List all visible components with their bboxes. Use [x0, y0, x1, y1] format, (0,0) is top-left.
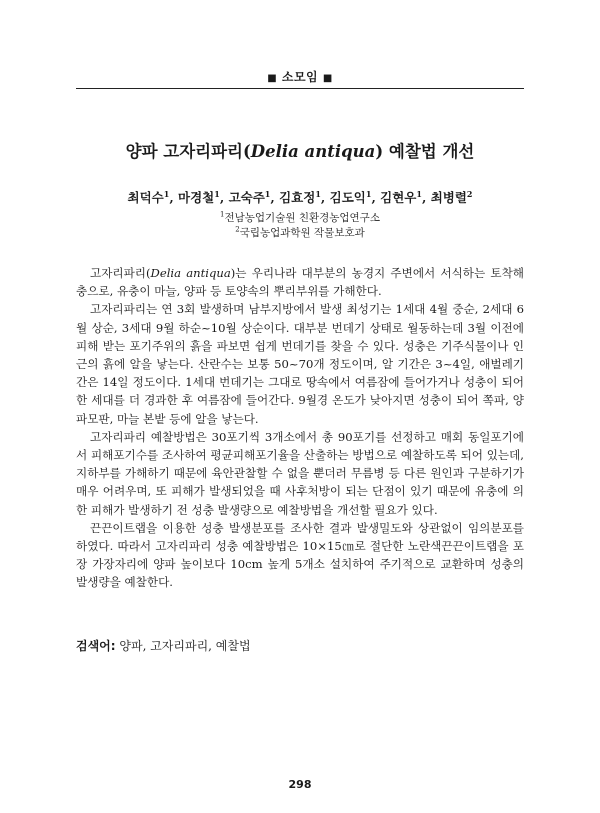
author: 김현우$^1$	[380, 188, 422, 205]
affiliation-1	[0, 210, 600, 225]
author: 마경철$^1$	[178, 188, 220, 205]
keywords	[76, 637, 524, 654]
abstract-paragraph-4: 끈끈이트랩을 이용한 성충 발생분포를 조사한 결과 발생밀도와 상관없이 임의분포를 하였다. 따라서 고자리파리 성충 예찰방법은 10×15㎝로 절단한 노란색끈끈이트랩을 포장 가장자리에 양파 높이보다 10cm 높게 5개소 설치하여 주기적으로 교환하며 성충의 발생량을 예찰한다.	[76, 520, 524, 590]
author: 김효정$^1$	[279, 188, 321, 205]
affiliation-text: 국립농업과학원 작물보호과	[239, 227, 365, 239]
header-divider	[76, 88, 524, 89]
title-post: ) 예찰법 개선	[375, 142, 475, 161]
author: 최덕수$^1$	[127, 188, 170, 205]
page-number: 298	[288, 778, 312, 791]
title-species: Delia antiqua	[250, 142, 376, 161]
affiliation-2	[0, 225, 600, 240]
affiliation-sup: 1	[220, 210, 225, 219]
affiliation-sup: 2	[235, 225, 240, 234]
affiliation-text: 전남농업기술원 친환경농업연구소	[224, 212, 380, 224]
author: 고숙주$^1$	[228, 188, 271, 205]
title-pre: 양파 고자리파리(	[125, 142, 251, 161]
section-label: 소모임	[281, 70, 319, 84]
square-marker-right-icon: ■	[322, 73, 333, 84]
square-marker-left-icon: ■	[267, 73, 278, 84]
author: 김도익$^1$	[329, 188, 372, 205]
keywords-text: 양파, 고자리파리, 예찰법	[115, 639, 251, 653]
abstract-paragraph-1: 고자리파리(Delia antiqua)는 우리나라 대부분의 농경지 주변에서 서식하는 토착해충으로, 유충이 마늘, 양파 등 토양속의 뿌리부위를 가해한다.	[76, 266, 524, 299]
abstract-paragraph-3: 고자리파리 예찰방법은 30포기씩 3개소에서 총 90포기를 선정하고 매회 동일포기에서 피해포기수를 조사하여 평균피해포기율을 산출하는 방법으로 예찰하도록 되어 있는데, 지하부를 가해하기 때문에 육안관찰할 수 없을 뿐더러 무름병 등 다른 원인과 구분하기가 매우 어려우며, 또 피해가 발생되었을 때 사후처방이 되는 단점이 있기 때문에 유충에 의한 피해가 발생하기 전 성충 발생량으로 예찰방법을 개선할 필요가 있다.	[76, 429, 524, 517]
keywords-label: 검색어:	[76, 639, 116, 653]
author-list: 최덕수$^1$, 마경철$^1$, 고숙주$^1$, 김효정$^1$, 김도익$^1$, 김현우$^1$, 최병렬$^2$	[127, 188, 473, 205]
paper-title	[0, 138, 600, 162]
abstract-paragraph-2: 고자리파리는 연 3회 발생하며 남부지방에서 발생 최성기는 1세대 4월 중순, 2세대 6월 상순, 3세대 9월 하순~10월 상순이다. 대부분 번데기 상태로 월동하는데 3월 이전에 피해 받는 포기주위의 흙을 파보면 쉽게 번데기를 찾을 수 있다. 성충은 기주식물이나 인근의 흙에 알을 낳는다. 산란수는 보통 50~70개 정도이며, 알 기간은 3~4일, 애벌레기간은 14일 정도이다. 1세대 번데기는 그대로 땅속에서 여름잠에 들어가거나 성충이 되어 한 세대를 더 경과한 후 여름잠에 들어간다. 9월경 온도가 낮아지면 성충이 되어 쪽파, 양파모판, 마늘 본밭 등에 알을 낳는다.	[76, 302, 524, 426]
abstract-body	[76, 264, 524, 592]
author: 최병렬$^2$	[430, 188, 473, 205]
section-header	[0, 68, 600, 85]
